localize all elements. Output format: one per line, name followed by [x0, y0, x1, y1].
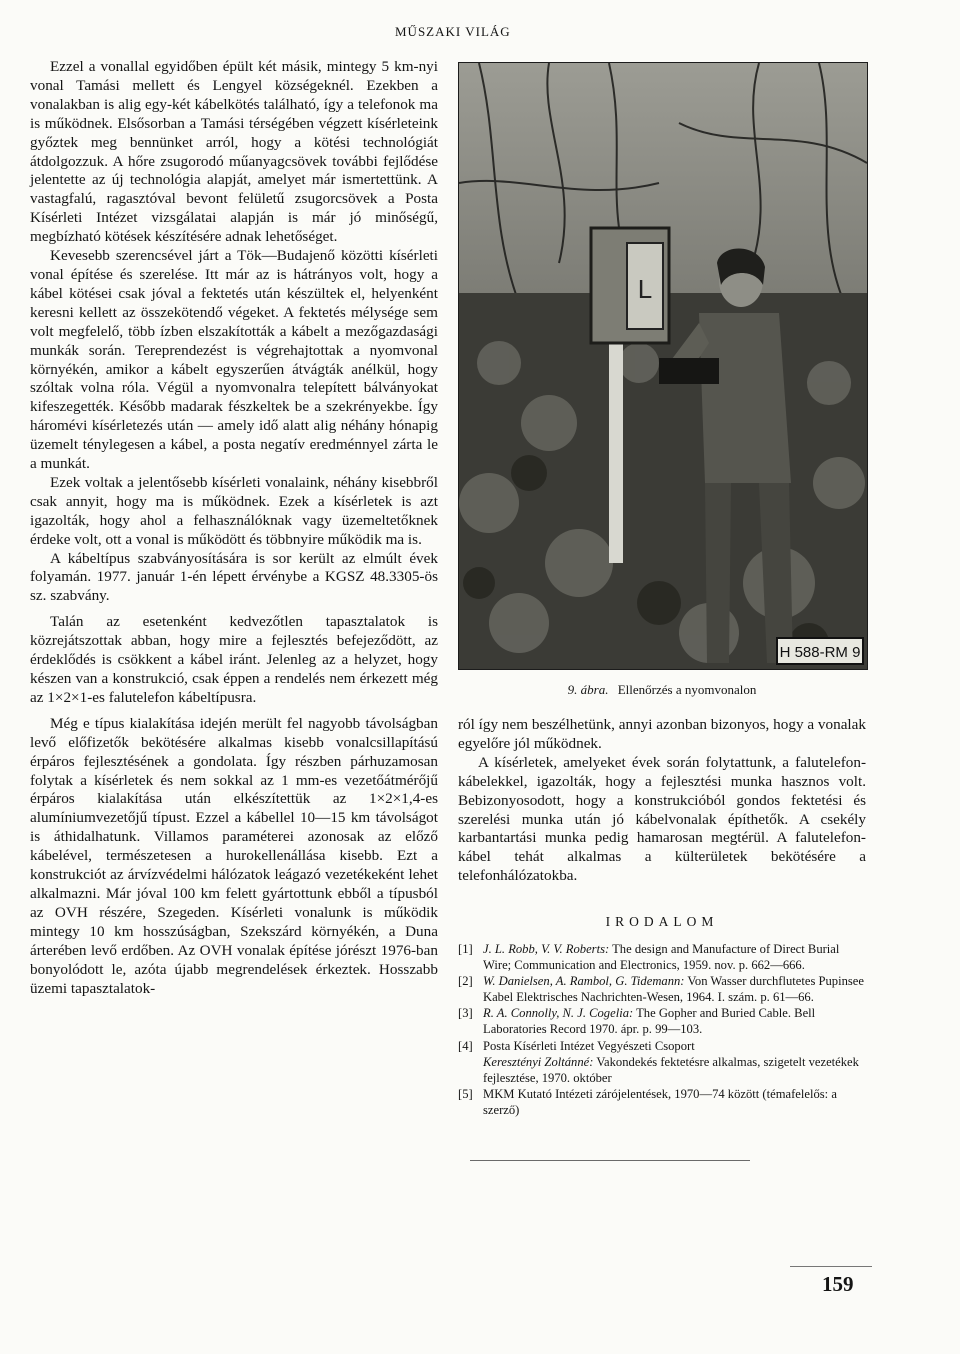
- reference-authors: R. A. Connolly, N. J. Cogelia:: [483, 1006, 634, 1021]
- reference-text: Posta Kísérleti Intézet Vegyészeti Csoport: [483, 1038, 695, 1053]
- reference-number: [5]: [458, 1087, 473, 1102]
- reference-number: [458, 1055, 483, 1086]
- reference-item: [458, 1087, 866, 1118]
- reference-number: [2]: [458, 974, 473, 989]
- figure-caption-text: Ellenőrzés a nyomvonalon: [617, 682, 757, 697]
- reference-text: MKM Kutató Intézeti zárójelentések, 1970—74 között (témafelelős: a szerző): [483, 1087, 837, 1117]
- paragraph: A kábeltípus szabványosítására is sor került az elmúlt évek folyamán. 1977. január 1-én lépett érvénybe a KGSZ 48.3305-ös sz. szabvány.: [30, 549, 438, 605]
- figure-number: 9. ábra.: [567, 682, 609, 697]
- reference-item: [458, 1006, 866, 1037]
- reference-item: [458, 1039, 866, 1055]
- photo-illustration: [459, 63, 867, 669]
- right-column: [458, 716, 866, 886]
- reference-number: [4]: [458, 1038, 473, 1053]
- reference-text: Von Wasser durchflutetes Pupinsee Kabel Elektrisches Nachrichten-Wesen, 1964. I. szám. p. 61—66.: [483, 974, 864, 1004]
- reference-text: The Gopher and Buried Cable. Bell Laboratories Record 1970. ápr. p. 99—103.: [483, 1006, 816, 1036]
- photo-plate-label: H 588-RM 9: [779, 644, 861, 661]
- reference-number: [3]: [458, 1006, 473, 1021]
- paragraph: Ezzel a vonallal egyidőben épült két másik, mintegy 5 km-nyi vonal Tamási mellett és Lengyel községeknél. Ezekben a vonalakban is alig egy-két kábelkötés található, így a telefonok ma is működnek. Elsősorban a Tamási térségében végzett kísérleteink győztek meg bennünket arról, hogy a kötési technológiát átdolgozzuk. A hőre zsugorodó műanyagcsövek további fejlődése jelentette az új technológia alapját, amelyet már ismertettünk. A vastagfalú, ragasztóval bevont felületű zsugorcsövek a Posta Kísérleti Intézet vizsgálatai alapján is már jó minőségű, megbízható kötések készítésére adnak lehetőséget.: [30, 58, 438, 246]
- paragraph: A kísérletek, amelyeket évek során folytattunk, a falutelefon-kábelekkel, igazolták, hogy a fejlesztési munka hasznos volt. Bebizonyosodott, hogy a konstrukcióból gondos fektetési és szerelési munka után jó kábelvonalak építhetők. A csekély karbantartási munka pedig hamarosan megtérül. A falutelefon-kábel tehát alkalmas a külterületek bekötésére a telefonhálózatokba.: [458, 753, 866, 885]
- wooden-post: [609, 333, 623, 563]
- journal-header: MŰSZAKI VILÁG: [395, 24, 511, 39]
- reference-item: [458, 1055, 866, 1086]
- reference-authors: Keresztényi Zoltánné:: [483, 1055, 594, 1070]
- paragraph: ról így nem beszélhetünk, annyi azonban bizonyos, hogy a vonalak egyelőre jól működnek.: [458, 716, 866, 752]
- box-letter: L: [637, 274, 653, 304]
- left-column: [30, 58, 438, 998]
- field-photo: [458, 62, 868, 670]
- separator-rule: [470, 1160, 750, 1161]
- reference-authors: J. L. Robb, V. V. Roberts:: [483, 942, 610, 956]
- reference-authors: W. Danielsen, A. Rambol, G. Tidemann:: [483, 974, 685, 989]
- reference-text: Vakondekés fektetésre alkalmas, szigetelt vezetékek fejlesztése, 1970. október: [483, 1055, 859, 1085]
- paragraph: Ezek voltak a jelentősebb kísérleti vonalaink, néhány kisebbről csak annyit, hogy ma is működnek. Ezek a kísérletek is azt igazolták, hogy ahol a felhasználóknak vagy üzemeltetőknek érdeke volt, ott a vonal is működött és többnyire működik ma is.: [30, 473, 438, 548]
- paragraph: Még e típus kialakítása idején merült fel nagyobb távolságban levő előfizetők bekötésére alkalmas kisebb vonalcsillapítású érpáros fejlesztésének a gondolata. Így részben párhuzamosan folytak a kísérletek és nem sokkal az 1 mm-es vezetőátmérőjű érpáros kialakítása után elkészítettük az 1×2×1,4-es alumíniumvezetőjű típust. Ezzel a kábellel 10—15 km távolságot is áthidalhatunk. Villamos paraméterei azonosak az előző kábelével, természetesen a hurokellenállása kisebb. Ezt a konstrukciót az árvízvédelmi hálózatok leágazó vezetékeként lehet alkalmazni. Már jóval 100 km felett gyártottunk ebből a típusból az OVH részére, Szegeden. Kísérleti vonalunk is működik mintegy 10 km hosszúságban, Szekszárd környékén, a Duna árterében levő erdőben. Az OVH vonalak építése jórészt 1976-ban bonyolódott le, azóta újabb megrendelések érkeztek. Hosszabb üzemi tapasztalatok-: [30, 714, 438, 997]
- reference-item: [458, 942, 866, 973]
- person-body: [699, 313, 791, 483]
- references-title: IRODALOM: [605, 914, 719, 929]
- page-number-rule: [790, 1266, 872, 1267]
- figure-caption: [458, 682, 866, 698]
- page-number: 159: [822, 1272, 854, 1296]
- reference-text: The design and Manufacture of Direct Burial Wire; Communication and Electronics, 1959. nov. p. 662—666.: [483, 942, 840, 972]
- reference-item: [458, 974, 866, 1005]
- references-list: [458, 942, 866, 1120]
- paragraph: Kevesebb szerencsével járt a Tök—Budajenő közötti kísérleti vonal építése és szerelése. Itt már az is hátrányos volt, hogy a kábel kötései csak jóval a fektetés után készültek el, helyenként keresni kellett az összekötendő végeket. A fektetés mélysége sem volt megfelelő, több ízben elszakították a kábelt a mezőgazdasági munkák során. Tereprendezést is végrehajtottak a nyomvonal környékén, amikor a kábelt egyszerűen átvágták anélkül, hogy szóltak volna róla. Végül a nyomvonalra telepített bálványokat kifeszegették. Később madarak fészkeltek be a szekrényekbe. Így háromévi kísérletezés után — amely idő alatt alig néhány hónapig üzemelt ténylegesen a kábel, a posta negatív eredménnyel zárta le a munkát.: [30, 247, 438, 473]
- paragraph: Talán az esetenként kedvezőtlen tapasztalatok is közrejátszottak abban, hogy mire a fejlesztés befejeződött, az érdeklődés is csökkent a kábel iránt. Jelenleg az a helyzet, hogy készen van a konstrukció, csak éppen a rendelés nem érkezett még az 1×2×1-es falutelefon kábeltípusra.: [30, 613, 438, 706]
- reference-number: [1]: [458, 942, 473, 956]
